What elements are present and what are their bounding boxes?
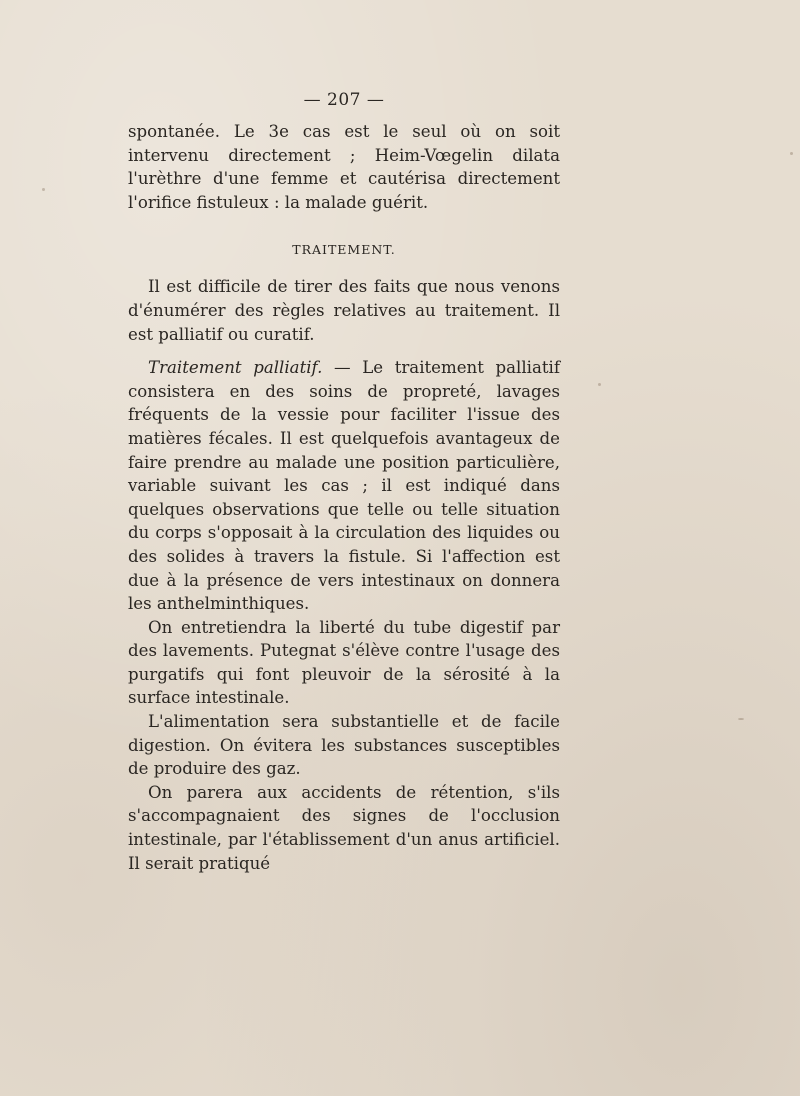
alimentation-paragraph: L'alimentation sera substantielle et de facile digestion. On évitera les substances susceptibles de produire des gaz. [128, 712, 560, 779]
palliatif-paragraph-block [128, 356, 560, 616]
palliatif-title: Traitement palliatif. [148, 358, 323, 378]
opening-paragraph: spontanée. Le 3e cas est le seul où on soit intervenu directement ; Heim-Vœgelin dilata l'urèthre d'une femme et cautérisa directement l'orifice fistuleux : la malade guérit. [128, 122, 560, 212]
liberte-paragraph: On entretiendra la liberté du tube digestif par des lavements. Putegnat s'élève contre l'usage des purgatifs qui font pleuvoir de la sérosité à la surface intestinale. [128, 617, 560, 708]
palliatif-paragraph: — Le traitement palliatif consistera en des soins de propreté, lavages fréquents de la vessie pour faciliter l'issue des matières fécales. Il est quelquefois avantageux de faire prendre au malade une position particulière, variable suivant les cas ; il est indiqué dans quelques observations que telle ou telle situation du corps s'opposait à la circulation des liquides ou des solides à travers la fistule. Si l'affection est due à la présence de vers intestinaux on donnera les anthelminthiques. [128, 358, 560, 614]
accidents-paragraph: On parera aux accidents de rétention, s'ils s'accompagnaient des signes de l'occlusion intestinale, par l'établissement d'un anus artificiel. Il serait pratiqué [128, 782, 560, 873]
paper-speck [738, 718, 744, 720]
paper-speck [598, 383, 601, 386]
paper-speck [790, 152, 793, 155]
section-heading: TRAITEMENT. [292, 242, 396, 258]
book-page [128, 90, 560, 875]
paper-speck [42, 188, 45, 191]
page-number: — 207 — [303, 90, 385, 110]
intro-paragraph: Il est difficile de tirer des faits que nous venons d'énumérer des règles relatives au traitement. Il est palliatif ou curatif. [128, 277, 560, 344]
